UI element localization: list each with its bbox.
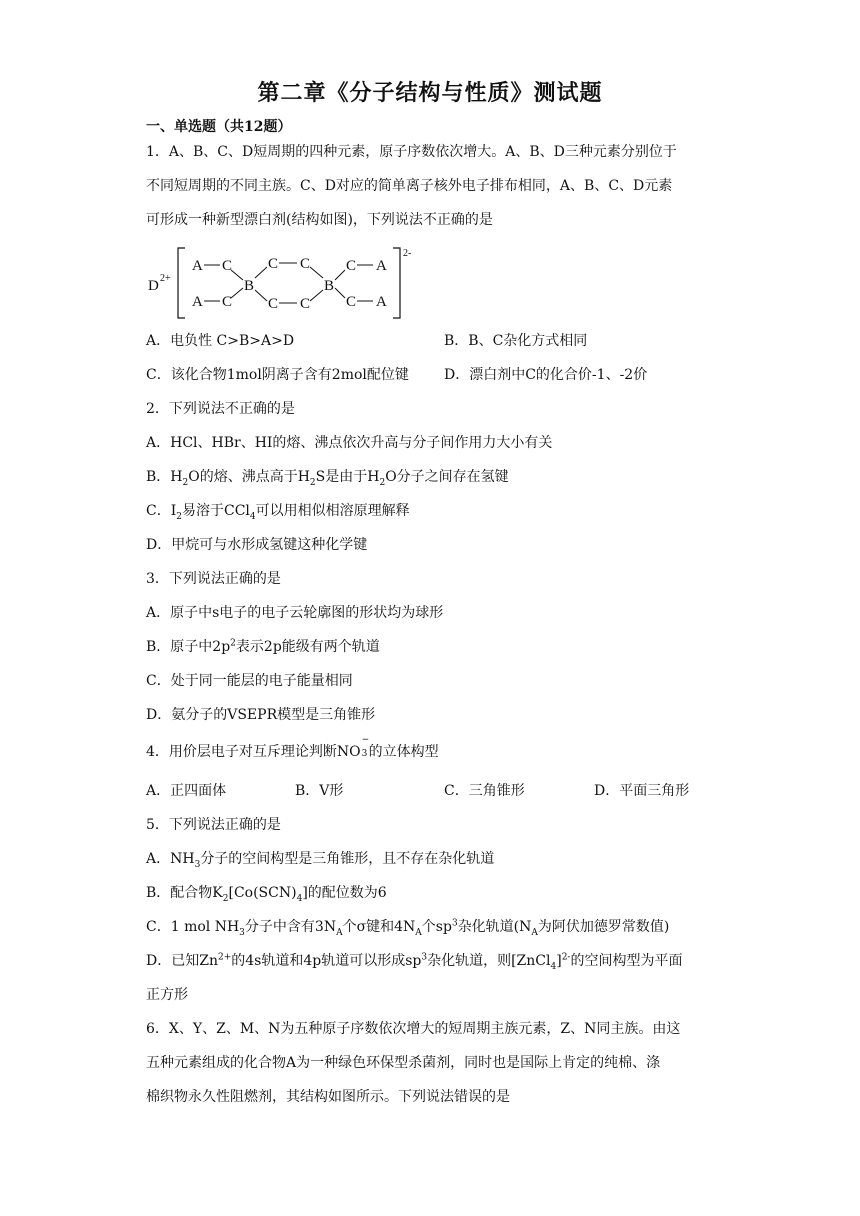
atom-b: B <box>324 278 335 294</box>
q2-option-a: A．HCl、HBr、HI的熔、沸点依次升高与分子间作用力大小有关 <box>146 435 553 451</box>
atom-c: C <box>222 258 233 274</box>
q3-stem: 3．下列说法正确的是 <box>146 571 281 587</box>
q6-stem-line3: 棉织物永久性阻燃剂，其结构如图所示。下列说法错误的是 <box>146 1089 510 1105</box>
atom-a: A <box>192 294 203 310</box>
diagram-right-bracket <box>393 248 400 318</box>
diagram-anion-charge: 2- <box>403 248 412 259</box>
q1-stem-line1: 1．A、B、C、D短周期的四种元素，原子序数依次增大。A、B、D三种元素分别位于 <box>146 144 677 160</box>
q3-option-b: B．原子中$2p^2$表示2p能级有两个轨道 <box>146 638 380 655</box>
page-title: 第二章《分子结构与性质》测试题 <box>257 80 603 106</box>
atom-c: C <box>346 258 357 274</box>
atom-c: C <box>346 294 357 310</box>
q5-option-a: A．$NH_3$分子的空间构型是三角锥形，且不存在杂化轨道 <box>146 851 495 870</box>
q1-option-a: A．电负性 C>B>A>D <box>146 333 295 349</box>
q4-stem: 4．用价层电子对互斥理论判断NO − 3 的立体构型 <box>146 735 439 760</box>
atom-a: A <box>192 258 203 274</box>
q2-option-d: D．甲烷可与水形成氢键这种化学键 <box>146 537 368 553</box>
q4-option-a: A．正四面体 <box>146 783 227 799</box>
diagram-left-bracket <box>178 248 185 318</box>
q1-stem-line3: 可形成一种新型漂白剂(结构如图)，下列说法不正确的是 <box>146 212 493 228</box>
bleach-structure-diagram <box>140 242 430 324</box>
atom-a: A <box>376 258 387 274</box>
atom-a: A <box>376 294 387 310</box>
q1-option-c: C．该化合物1mol阴离子含有2mol配位键 <box>146 367 409 383</box>
q4-option-d: D．平面三角形 <box>594 783 690 799</box>
diagram-cation: D <box>148 278 159 294</box>
atom-c: C <box>268 296 279 312</box>
atom-c: C <box>222 294 233 310</box>
q5-option-c: C．1 mol $NH_3$分子中含有$3N_A$个σ键和$4N_A$个$sp^3$杂化轨道($N_A$为阿伏加德罗常数值) <box>146 918 670 938</box>
q5-option-d-continued: 正方形 <box>146 987 188 1003</box>
q5-option-d: D．已知$Zn^{2+}$的4s轨道和4p轨道可以形成$sp^3$杂化轨道，则[ZnCl$_4$]$^{2-}$的空间构型为平面 <box>146 952 683 972</box>
section-heading: 一、单选题（共12题） <box>146 119 292 135</box>
q6-stem-line1: 6．X、Y、Z、M、N为五种原子序数依次增大的短周期主族元素，Z、N同主族。由这 <box>146 1021 681 1037</box>
q2-option-c: C．$I_2$易溶于CCl$_4$可以用相似相溶原理解释 <box>146 503 410 522</box>
q5-stem: 5．下列说法正确的是 <box>146 817 281 833</box>
q2-option-b: B．$H_2O$的熔、沸点高于$H_2S$是由于$H_2O$分子之间存在氢键 <box>146 469 509 488</box>
q3-option-d: D．氨分子的VSEPR模型是三角锥形 <box>146 707 376 723</box>
q3-option-a: A．原子中s电子的电子云轮廓图的形状均为球形 <box>146 605 444 621</box>
q1-option-d: D．漂白剂中C的化合价-1、-2价 <box>444 367 648 383</box>
diagram-cation-charge: 2+ <box>160 273 171 284</box>
atom-c: C <box>268 256 279 272</box>
q6-stem-line2: 五种元素组成的化合物A为一种绿色环保型杀菌剂，同时也是国际上肯定的纯棉、涤 <box>146 1055 661 1071</box>
atom-c: C <box>300 256 311 272</box>
q5-option-b: B．配合物$K_2[Co(SCN)_4]$的配位数为6 <box>146 885 387 904</box>
q1-option-b: B．B、C杂化方式相同 <box>444 333 588 349</box>
q4-option-b: B．V形 <box>295 783 344 799</box>
q2-stem: 2．下列说法不正确的是 <box>146 401 295 417</box>
atom-c: C <box>300 296 311 312</box>
atom-b: B <box>244 278 255 294</box>
q3-option-c: C．处于同一能层的电子能量相同 <box>146 673 353 689</box>
q4-option-c: C．三角锥形 <box>444 783 525 799</box>
q1-stem-line2: 不同短周期的不同主族。C、D对应的简单离子核外电子排布相同，A、B、C、D元素 <box>146 178 673 194</box>
